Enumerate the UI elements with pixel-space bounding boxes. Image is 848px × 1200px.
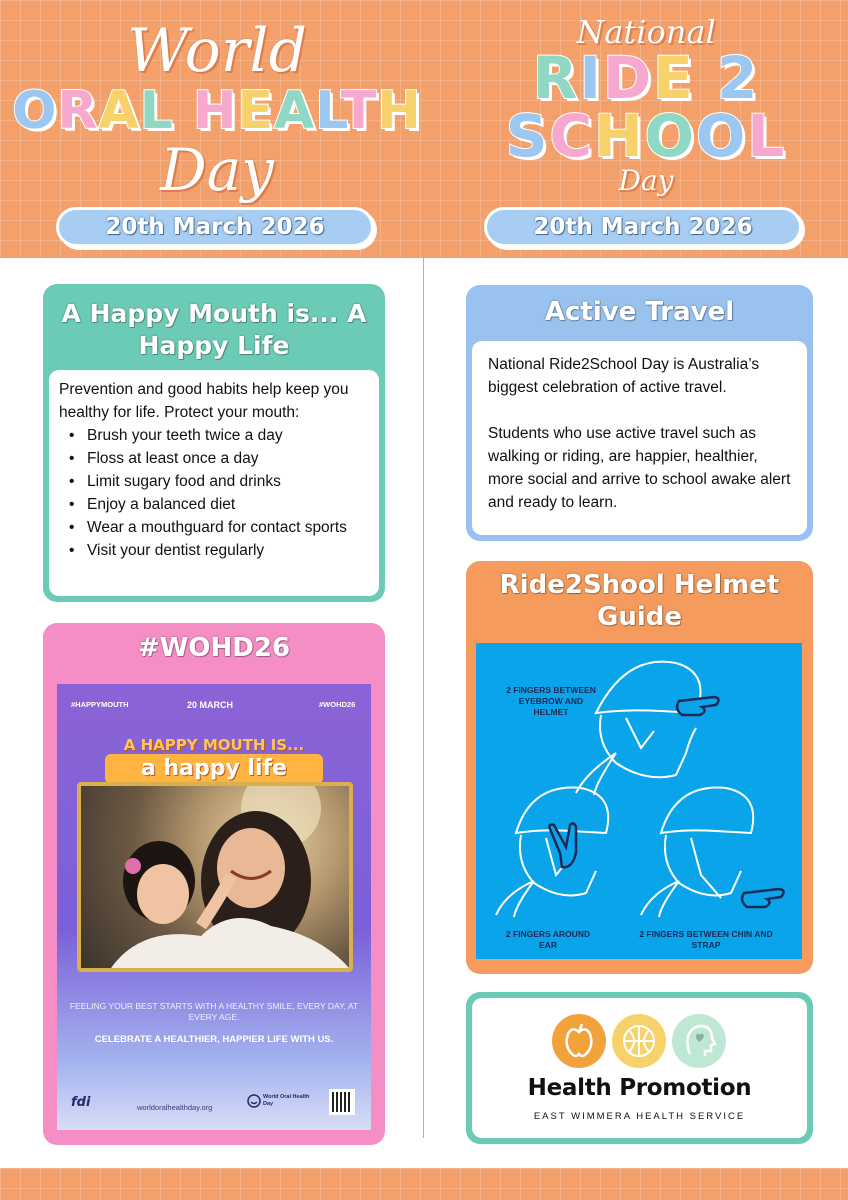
r2s-title-national: National bbox=[576, 13, 716, 51]
title-letter: A bbox=[274, 81, 316, 141]
title-letter: O bbox=[644, 102, 696, 170]
health-promotion-logo bbox=[472, 998, 807, 1138]
poster-headline: A HAPPY MOUTH IS... bbox=[123, 736, 305, 754]
helmet-label-eyebrow: 2 FINGERS BETWEEN EYEBROW AND HELMET bbox=[506, 685, 596, 717]
r2s-title-school bbox=[452, 102, 840, 170]
title-letter: H bbox=[594, 102, 645, 170]
fdi-logo: fdi bbox=[71, 1095, 91, 1110]
title-letter: 2 bbox=[716, 44, 760, 112]
column-divider bbox=[423, 258, 424, 1138]
poster-tag-left: #HAPPYMOUTH bbox=[71, 700, 129, 709]
active-travel-title: Active Travel bbox=[544, 297, 735, 327]
helmet-guide-title: Ride2Shool Helmet Guide bbox=[499, 570, 780, 632]
list-item: • Wear a mouthguard for contact sports bbox=[59, 516, 369, 539]
wohd-date-badge: 20th March 2026 bbox=[56, 207, 374, 247]
poster-headline-script: a happy life bbox=[105, 754, 323, 784]
title-letter: L bbox=[139, 81, 174, 141]
wohd-title-day: Day bbox=[160, 136, 274, 204]
title-letter: A bbox=[98, 81, 140, 141]
r2s-title-ride-2 bbox=[452, 44, 840, 112]
helmet-label-ear: 2 FINGERS AROUND EAR bbox=[505, 929, 591, 950]
title-letter: H bbox=[377, 81, 422, 141]
poster-tag-center: 20 MARCH bbox=[187, 700, 234, 710]
title-letter: I bbox=[579, 44, 603, 112]
happy-mouth-intro: Prevention and good habits help keep you healthy for life. Protect your mouth: bbox=[59, 381, 349, 421]
r2s-date-badge: 20th March 2026 bbox=[484, 207, 802, 247]
happy-mouth-title: A Happy Mouth is... A Happy Life bbox=[61, 299, 367, 360]
health-promotion-card bbox=[466, 992, 813, 1144]
health-promotion-title: Health Promotion bbox=[527, 1075, 752, 1101]
wohd-hashtag-card bbox=[43, 623, 385, 1145]
list-item: • Limit sugary food and drinks bbox=[59, 470, 369, 493]
apple-icon bbox=[552, 1014, 606, 1068]
footer-band bbox=[0, 1168, 848, 1200]
wohd-title-world: World bbox=[127, 16, 307, 86]
title-letter: O bbox=[12, 81, 58, 141]
active-travel-body bbox=[472, 341, 807, 535]
helmet-diagram bbox=[476, 643, 802, 959]
title-letter: H bbox=[192, 81, 238, 141]
header-banner bbox=[0, 0, 848, 258]
health-service-name: EAST WIMMERA HEALTH SERVICE bbox=[533, 1111, 746, 1122]
title-letter: O bbox=[695, 102, 748, 170]
wohd-logo-text: World Oral Health Day bbox=[263, 1094, 310, 1107]
list-item: • Enjoy a balanced diet bbox=[59, 493, 369, 516]
r2s-title-day: Day bbox=[618, 164, 674, 197]
active-travel-para-2: Students who use active travel such as walking or riding, are happier, healthier, more social and arrive to school awake alert and ready to learn. bbox=[488, 425, 791, 511]
basketball-icon bbox=[612, 1014, 666, 1068]
happy-mouth-body bbox=[49, 370, 379, 596]
poster-cta: CELEBRATE A HEALTHIER, HAPPIER LIFE WITH US. bbox=[94, 1034, 334, 1045]
qr-code bbox=[329, 1089, 355, 1115]
poster-url: worldoralhealthday.org bbox=[137, 1103, 213, 1112]
title-letter: S bbox=[505, 102, 550, 170]
title-letter: E bbox=[237, 81, 275, 141]
hand-icon bbox=[677, 697, 718, 715]
wohd-logo-icon bbox=[247, 1094, 261, 1108]
list-item: • Floss at least once a day bbox=[59, 447, 369, 470]
habit-list bbox=[59, 424, 369, 562]
title-letter: R bbox=[57, 81, 99, 141]
poster-photo bbox=[77, 782, 353, 972]
title-letter: D bbox=[602, 44, 654, 112]
title-letter: E bbox=[653, 44, 695, 112]
wohd-title-oral-health bbox=[0, 81, 434, 141]
happy-mouth-card bbox=[43, 284, 385, 602]
title-letter: T bbox=[340, 81, 378, 141]
mother-child-photo bbox=[81, 786, 349, 968]
poster-tag-right: #WOHD26 bbox=[319, 700, 356, 709]
title-letter: L bbox=[747, 102, 787, 170]
poster-tagline: FEELING YOUR BEST STARTS WITH A HEALTHY SMILE, EVERY DAY, AT EVERY AGE. bbox=[69, 1001, 359, 1022]
active-travel-card bbox=[466, 285, 813, 541]
list-item: • Brush your teeth twice a day bbox=[59, 424, 369, 447]
title-letter: L bbox=[315, 81, 341, 141]
hand-icon bbox=[742, 889, 783, 907]
title-letter bbox=[174, 81, 193, 141]
title-letter: R bbox=[532, 44, 580, 112]
wohd-hashtag-title: #WOHD26 bbox=[137, 633, 291, 663]
wohd-poster bbox=[57, 684, 371, 1130]
helmet-guide-card bbox=[466, 561, 813, 974]
heart-head-icon bbox=[672, 1014, 726, 1068]
active-travel-para-1: National Ride2School Day is Australia’s biggest celebration of active travel. bbox=[488, 356, 760, 396]
title-letter: C bbox=[549, 102, 595, 170]
helmet-label-chin: 2 FINGERS BETWEEN CHIN AND STRAP bbox=[639, 929, 773, 950]
list-item: • Visit your dentist regularly bbox=[59, 539, 369, 562]
